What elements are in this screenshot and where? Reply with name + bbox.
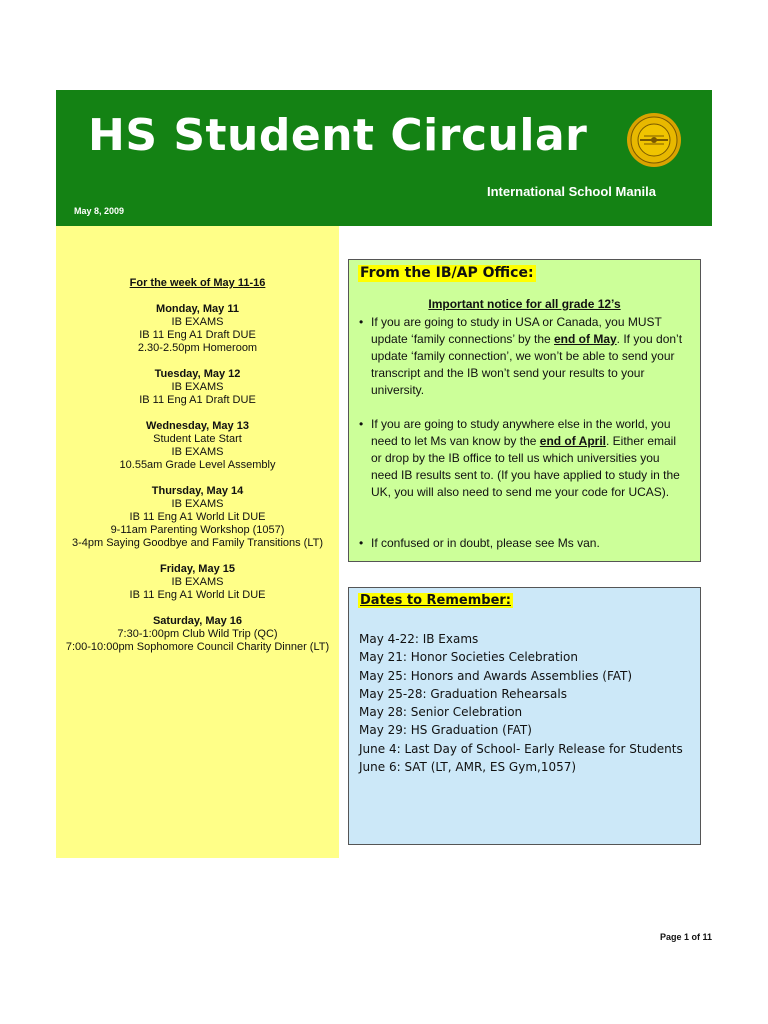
day-name: Thursday, May 14 [151,485,244,497]
ib-notice-title: Important notice for all grade 12’s [428,297,621,311]
day-event: IB 11 Eng A1 World Lit DUE [129,511,266,523]
date-item: May 29: HS Graduation (FAT) [359,723,532,738]
day-name: Friday, May 15 [160,563,235,575]
date-item: May 21: Honor Societies Celebration [359,650,578,665]
day-event: IB 11 Eng A1 World Lit DUE [129,589,266,601]
bullet-text: If you are going to study in USA or Canada, you MUST update ‘family connections’ by the [371,315,662,346]
page-title: HS Student Circular [88,110,588,161]
day-list [56,303,339,654]
date-item: June 4: Last Day of School- Early Release for Students [359,741,683,756]
day-name: Tuesday, May 12 [154,368,241,380]
bullet-icon: • [359,315,364,329]
bullet-text: If confused or in doubt, please see Ms van. [371,536,600,550]
day-block [56,368,339,407]
day-event: IB 11 Eng A1 Draft DUE [139,329,256,341]
day-event: 7:30-1:00pm Club Wild Trip (QC) [117,628,278,640]
bullet-text: If you are going to study anywhere else in the world, you need to let Ms van know by the [371,417,671,448]
circular-date: May 8, 2009 [74,206,125,216]
ib-bullet-2 [359,416,689,501]
date-item: June 6: SAT (LT, AMR, ES Gym,1057) [359,760,577,775]
day-event: 2.30-2.50pm Homeroom [137,342,258,354]
date-item: May 4-22: IB Exams [359,632,479,646]
dates-list [359,630,683,776]
deadline-text: end of May [554,332,617,346]
bullet-text: . Either email or drop by the IB office to tell us which universities you need IB results sent to. (If you have applied to study in the UK, you will also need to send me your code for UCAS). [371,434,680,499]
page-number: Page 1 of 11 [659,932,712,942]
bullet-text: . If you don’t update ‘family connection’, we won’t be able to send your transcript and the IB won’t send your results to your university. [371,332,683,397]
day-name: Monday, May 11 [156,303,239,315]
day-event: 9-11am Parenting Workshop (1057) [110,524,285,536]
day-block [56,615,339,654]
day-name: Wednesday, May 13 [146,420,249,432]
week-schedule [56,226,339,858]
deadline-text: end of April [539,434,606,448]
dates-box [348,587,701,845]
day-event: IB EXAMS [171,381,224,393]
bullet-icon: • [359,536,364,550]
day-block [56,420,339,472]
day-event: IB EXAMS [171,576,224,588]
date-item: May 25-28: Graduation Rehearsals [359,686,567,701]
day-event: Student Late Start [153,433,242,445]
ib-office-box [348,259,701,562]
date-item: May 28: Senior Celebration [359,705,523,720]
day-event: IB EXAMS [171,446,224,458]
school-name: International School Manila [486,184,656,199]
school-seal-icon [626,112,682,168]
date-item: May 25: Honors and Awards Assemblies (FAT) [359,668,633,683]
week-header: For the week of May 11-16 [129,277,266,289]
ib-office-heading: From the IB/AP Office: [360,265,534,281]
ib-bullet-3 [359,535,689,552]
ib-bullet-1 [359,314,689,399]
day-event: IB 11 Eng A1 Draft DUE [139,394,256,406]
day-event: IB EXAMS [171,316,224,328]
bullet-icon: • [359,417,364,431]
day-event: IB EXAMS [171,498,224,510]
header-banner [56,90,712,226]
day-event: 7:00-10:00pm Sophomore Council Charity Dinner (LT) [65,641,330,653]
day-event: 3-4pm Saying Goodbye and Family Transitions (LT) [71,537,324,549]
day-name: Saturday, May 16 [152,615,243,627]
day-block [56,485,339,550]
day-block [56,303,339,355]
day-event: 10.55am Grade Level Assembly [119,459,276,471]
dates-heading: Dates to Remember: [360,593,511,608]
day-block [56,563,339,602]
